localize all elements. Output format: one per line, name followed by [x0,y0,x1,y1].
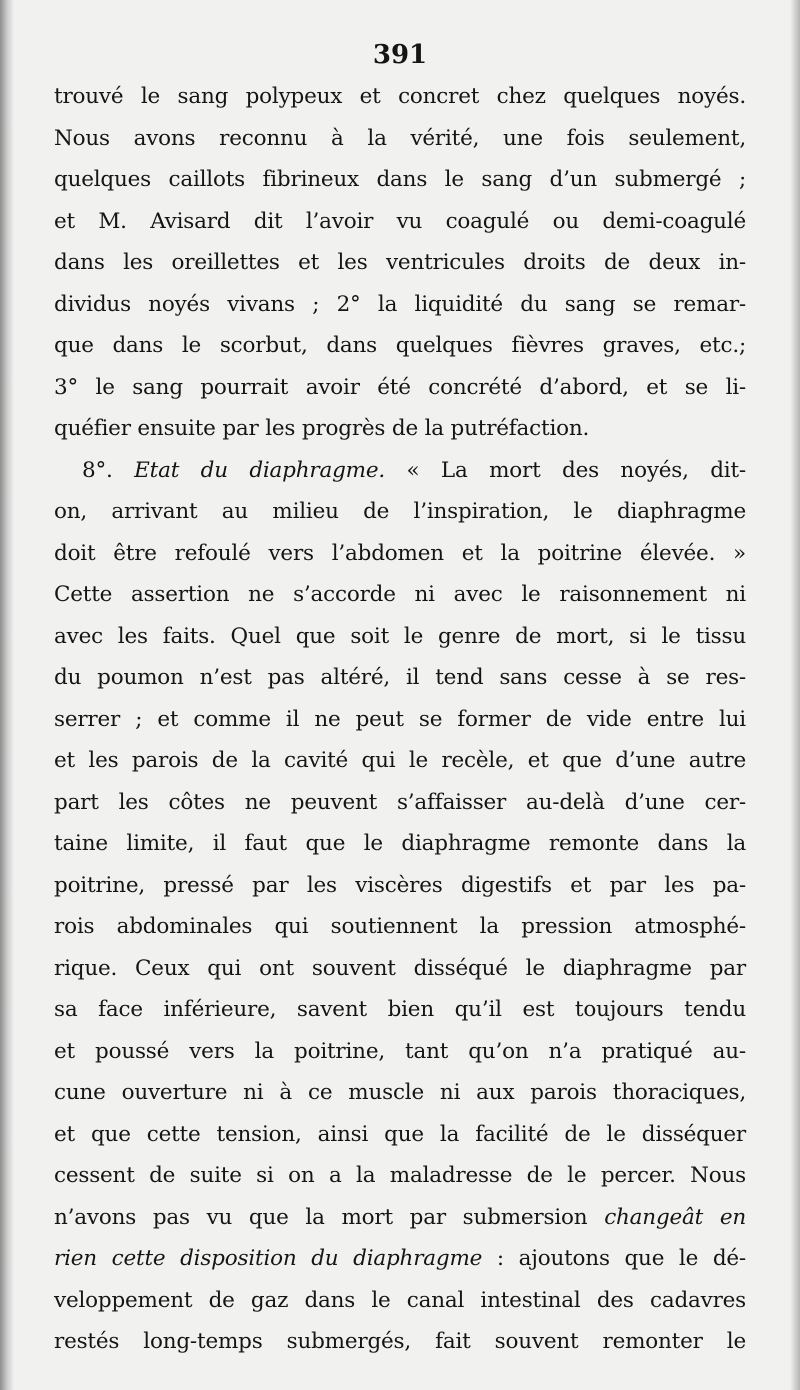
text-line: et que cette tension, ainsi que la facilité de le disséquer [54,1121,746,1147]
text-line: n’avons pas vu que la mort par submersion changeât en [54,1204,747,1230]
text-line: taine limite, il faut que le diaphragme remonte dans la [54,831,746,856]
section-number: 8°. [82,457,113,483]
section-heading-line: 8°. Etat du diaphragme. « La mort des noyés, dit- [82,457,746,483]
text-line: trouvé le sang polypeux et concret chez quelques noyés. [54,84,746,109]
text-line: cune ouverture ni à ce muscle ni aux parois thoraciques, [54,1080,746,1105]
text-line: quéfier ensuite par les progrès de la putréfaction. [54,416,590,441]
body-text [54,76,746,1363]
text-line: du poumon n’est pas altéré, il tend sans cesse à se res- [54,665,746,690]
text-line: et M. Avisard dit l’avoir vu coagulé ou demi-coagulé [54,208,746,234]
text-line: on, arrivant au milieu de l’inspiration, le diaphragme [54,499,746,524]
page-edge-right [790,0,800,1390]
italic-phrase: changeât en [604,1204,747,1230]
page-number: 391 [372,40,428,70]
text-line: cessent de suite si on a la maladresse de le percer. Nous [54,1163,746,1188]
text-line: quelques caillots fibrineux dans le sang d’un submergé ; [54,167,746,192]
text-line: avec les faits. Quel que soit le genre de mort, si le tissu [54,623,746,649]
text-line: rien cette disposition du diaphragme : ajoutons que le dé- [54,1246,746,1271]
text-line: dividus noyés vivans ; 2° la liquidité du sang se remar- [54,291,746,317]
text-line: veloppement de gaz dans le canal intestinal des cadavres [54,1287,746,1313]
text-line: et les parois de la cavité qui le recèle, et que d’une autre [54,748,746,773]
text-line: dans les oreillettes et les ventricules droits de deux in- [54,250,746,275]
text-line: rique. Ceux qui ont souvent disséqué le diaphragme par [54,955,746,981]
italic-phrase: rien cette disposition du diaphragme [54,1246,483,1271]
text-line: poitrine, pressé par les viscères digestifs et par les pa- [54,872,746,898]
text-line: sa face inférieure, savent bien qu’il est toujours tendu [54,997,746,1022]
section-title: Etat du diaphragme. [134,457,385,483]
text-line: serrer ; et comme il ne peut se former de vide entre lui [54,706,746,732]
text-line: restés long-temps submergés, fait souvent remonter le [54,1329,746,1354]
text-line: et poussé vers la poitrine, tant qu’on n’a pratiqué au- [54,1038,746,1064]
text-line: Nous avons reconnu à la vérité, une fois seulement, [54,125,746,151]
text-line: rois abdominales qui soutiennent la pression atmosphé- [54,914,746,939]
text-line: part les côtes ne peuvent s’affaisser au-delà d’une cer- [54,789,746,815]
text-line: Cette assertion ne s’accorde ni avec le raisonnement ni [54,582,746,607]
text-line: doit être refoulé vers l’abdomen et la poitrine élevée. » [54,540,746,566]
text-line: 3° le sang pourrait avoir été concrété d’abord, et se li- [54,374,746,400]
text-line: que dans le scorbut, dans quelques fièvres graves, etc.; [54,333,746,358]
page-edge-left [0,0,14,1390]
